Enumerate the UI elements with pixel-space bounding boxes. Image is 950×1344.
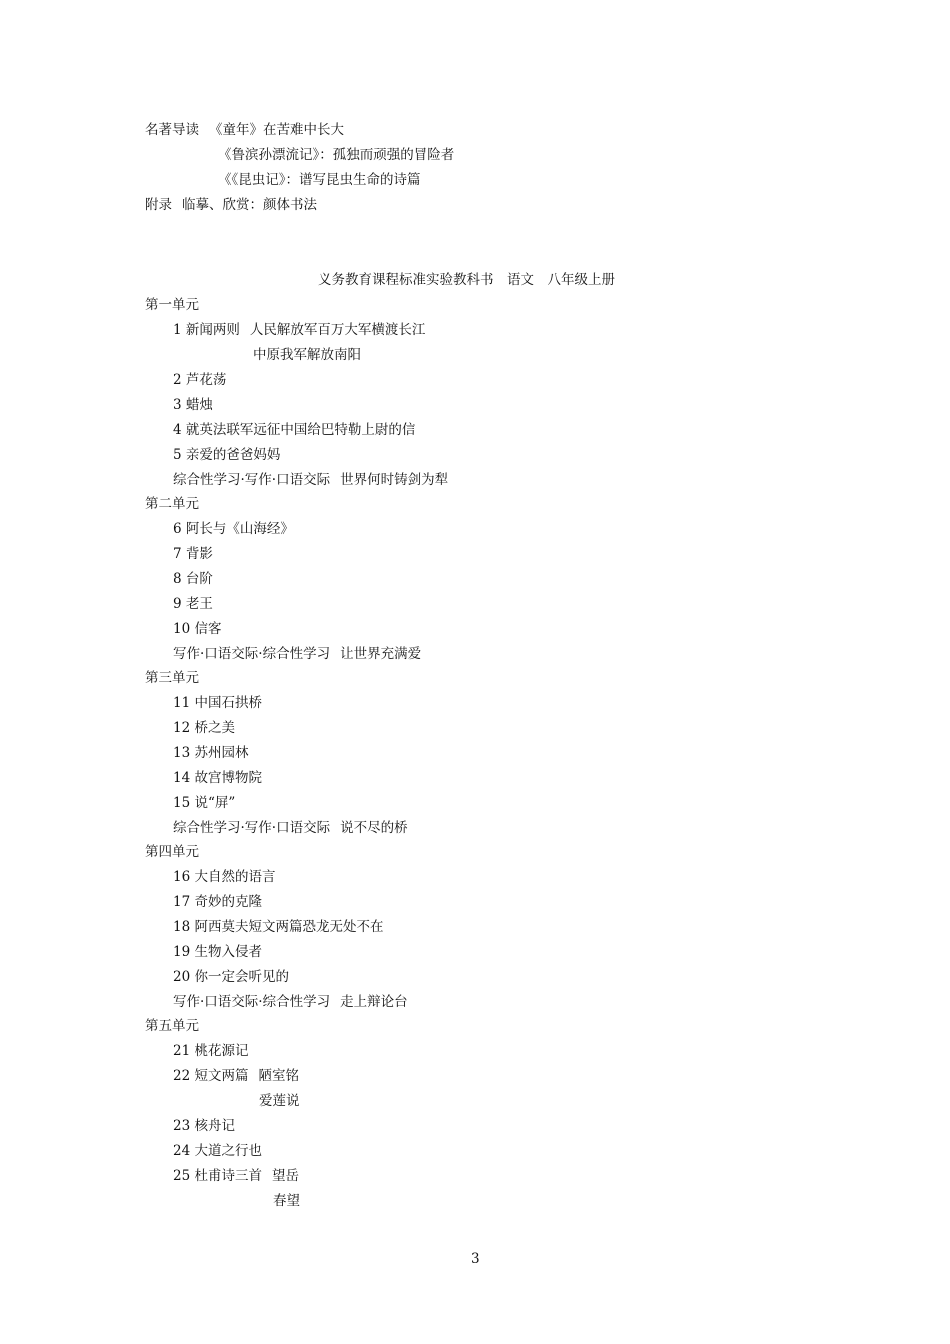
unit-title: 第四单元 <box>145 844 199 860</box>
lesson-item: 25 杜甫诗三首 望岳 <box>173 1168 299 1184</box>
lesson-item: 9 老王 <box>173 596 213 612</box>
lesson-item: 19 生物入侵者 <box>173 944 262 960</box>
lesson-item: 11 中国石拱桥 <box>173 695 262 711</box>
lesson-item: 20 你一定会听见的 <box>173 969 289 985</box>
activity-item: 写作·口语交际·综合性学习 走上辩论台 <box>173 994 408 1010</box>
famous-works-item: 《鲁滨孙漂流记》：孤独而顽强的冒险者 <box>218 147 455 163</box>
page-number: 3 <box>471 1251 480 1267</box>
lesson-item: 2 芦花荡 <box>173 372 227 388</box>
unit-title: 第五单元 <box>145 1018 199 1034</box>
activity-item: 综合性学习·写作·口语交际 说不尽的桥 <box>173 820 408 836</box>
lesson-item: 4 就英法联军远征中国给巴特勒上尉的信 <box>173 422 416 438</box>
lesson-item: 24 大道之行也 <box>173 1143 262 1159</box>
lesson-item: 14 故宫博物院 <box>173 770 262 786</box>
lesson-item: 13 苏州园林 <box>173 745 249 761</box>
lesson-item: 21 桃花源记 <box>173 1043 249 1059</box>
lesson-item: 6 阿长与《山海经》 <box>173 521 294 537</box>
unit-title: 第一单元 <box>145 297 199 313</box>
lesson-item: 16 大自然的语言 <box>173 869 276 885</box>
activity-item: 写作·口语交际·综合性学习 让世界充满爱 <box>173 646 422 662</box>
famous-works-label: 名著导读 <box>145 122 199 138</box>
activity-item: 综合性学习·写作·口语交际 世界何时铸剑为犁 <box>173 472 449 488</box>
book-title: 义务教育课程标准实验教科书 语文 八年级上册 <box>318 272 615 288</box>
appendix-line <box>145 195 317 215</box>
appendix-text: 临摹、欣赏：颜体书法 <box>182 197 317 213</box>
lesson-item: 5 亲爱的爸爸妈妈 <box>173 447 281 463</box>
lesson-item: 3 蜡烛 <box>173 397 213 413</box>
lesson-subitem: 中原我军解放南阳 <box>253 347 361 363</box>
lesson-item: 15 说“屏” <box>173 795 236 811</box>
lesson-item: 23 核舟记 <box>173 1118 235 1134</box>
lesson-item: 10 信客 <box>173 621 222 637</box>
lesson-item: 7 背影 <box>173 546 213 562</box>
lesson-item: 8 台阶 <box>173 571 213 587</box>
unit-title: 第三单元 <box>145 670 199 686</box>
lesson-item: 18 阿西莫夫短文两篇恐龙无处不在 <box>173 919 384 935</box>
famous-works-item: 《童年》在苦难中长大 <box>209 122 344 138</box>
lesson-item: 17 奇妙的克隆 <box>173 894 262 910</box>
unit-title: 第二单元 <box>145 496 199 512</box>
famous-works-item: 《《昆虫记》：谱写昆虫生命的诗篇 <box>218 172 421 188</box>
lesson-subitem: 春望 <box>273 1193 300 1209</box>
lesson-item: 22 短文两篇 陋室铭 <box>173 1068 299 1084</box>
famous-works-line <box>145 120 344 140</box>
appendix-label: 附录 <box>145 197 172 213</box>
lesson-item: 12 桥之美 <box>173 720 235 736</box>
lesson-subitem: 爱莲说 <box>259 1093 300 1109</box>
lesson-item: 1 新闻两则 人民解放军百万大军横渡长江 <box>173 322 426 338</box>
